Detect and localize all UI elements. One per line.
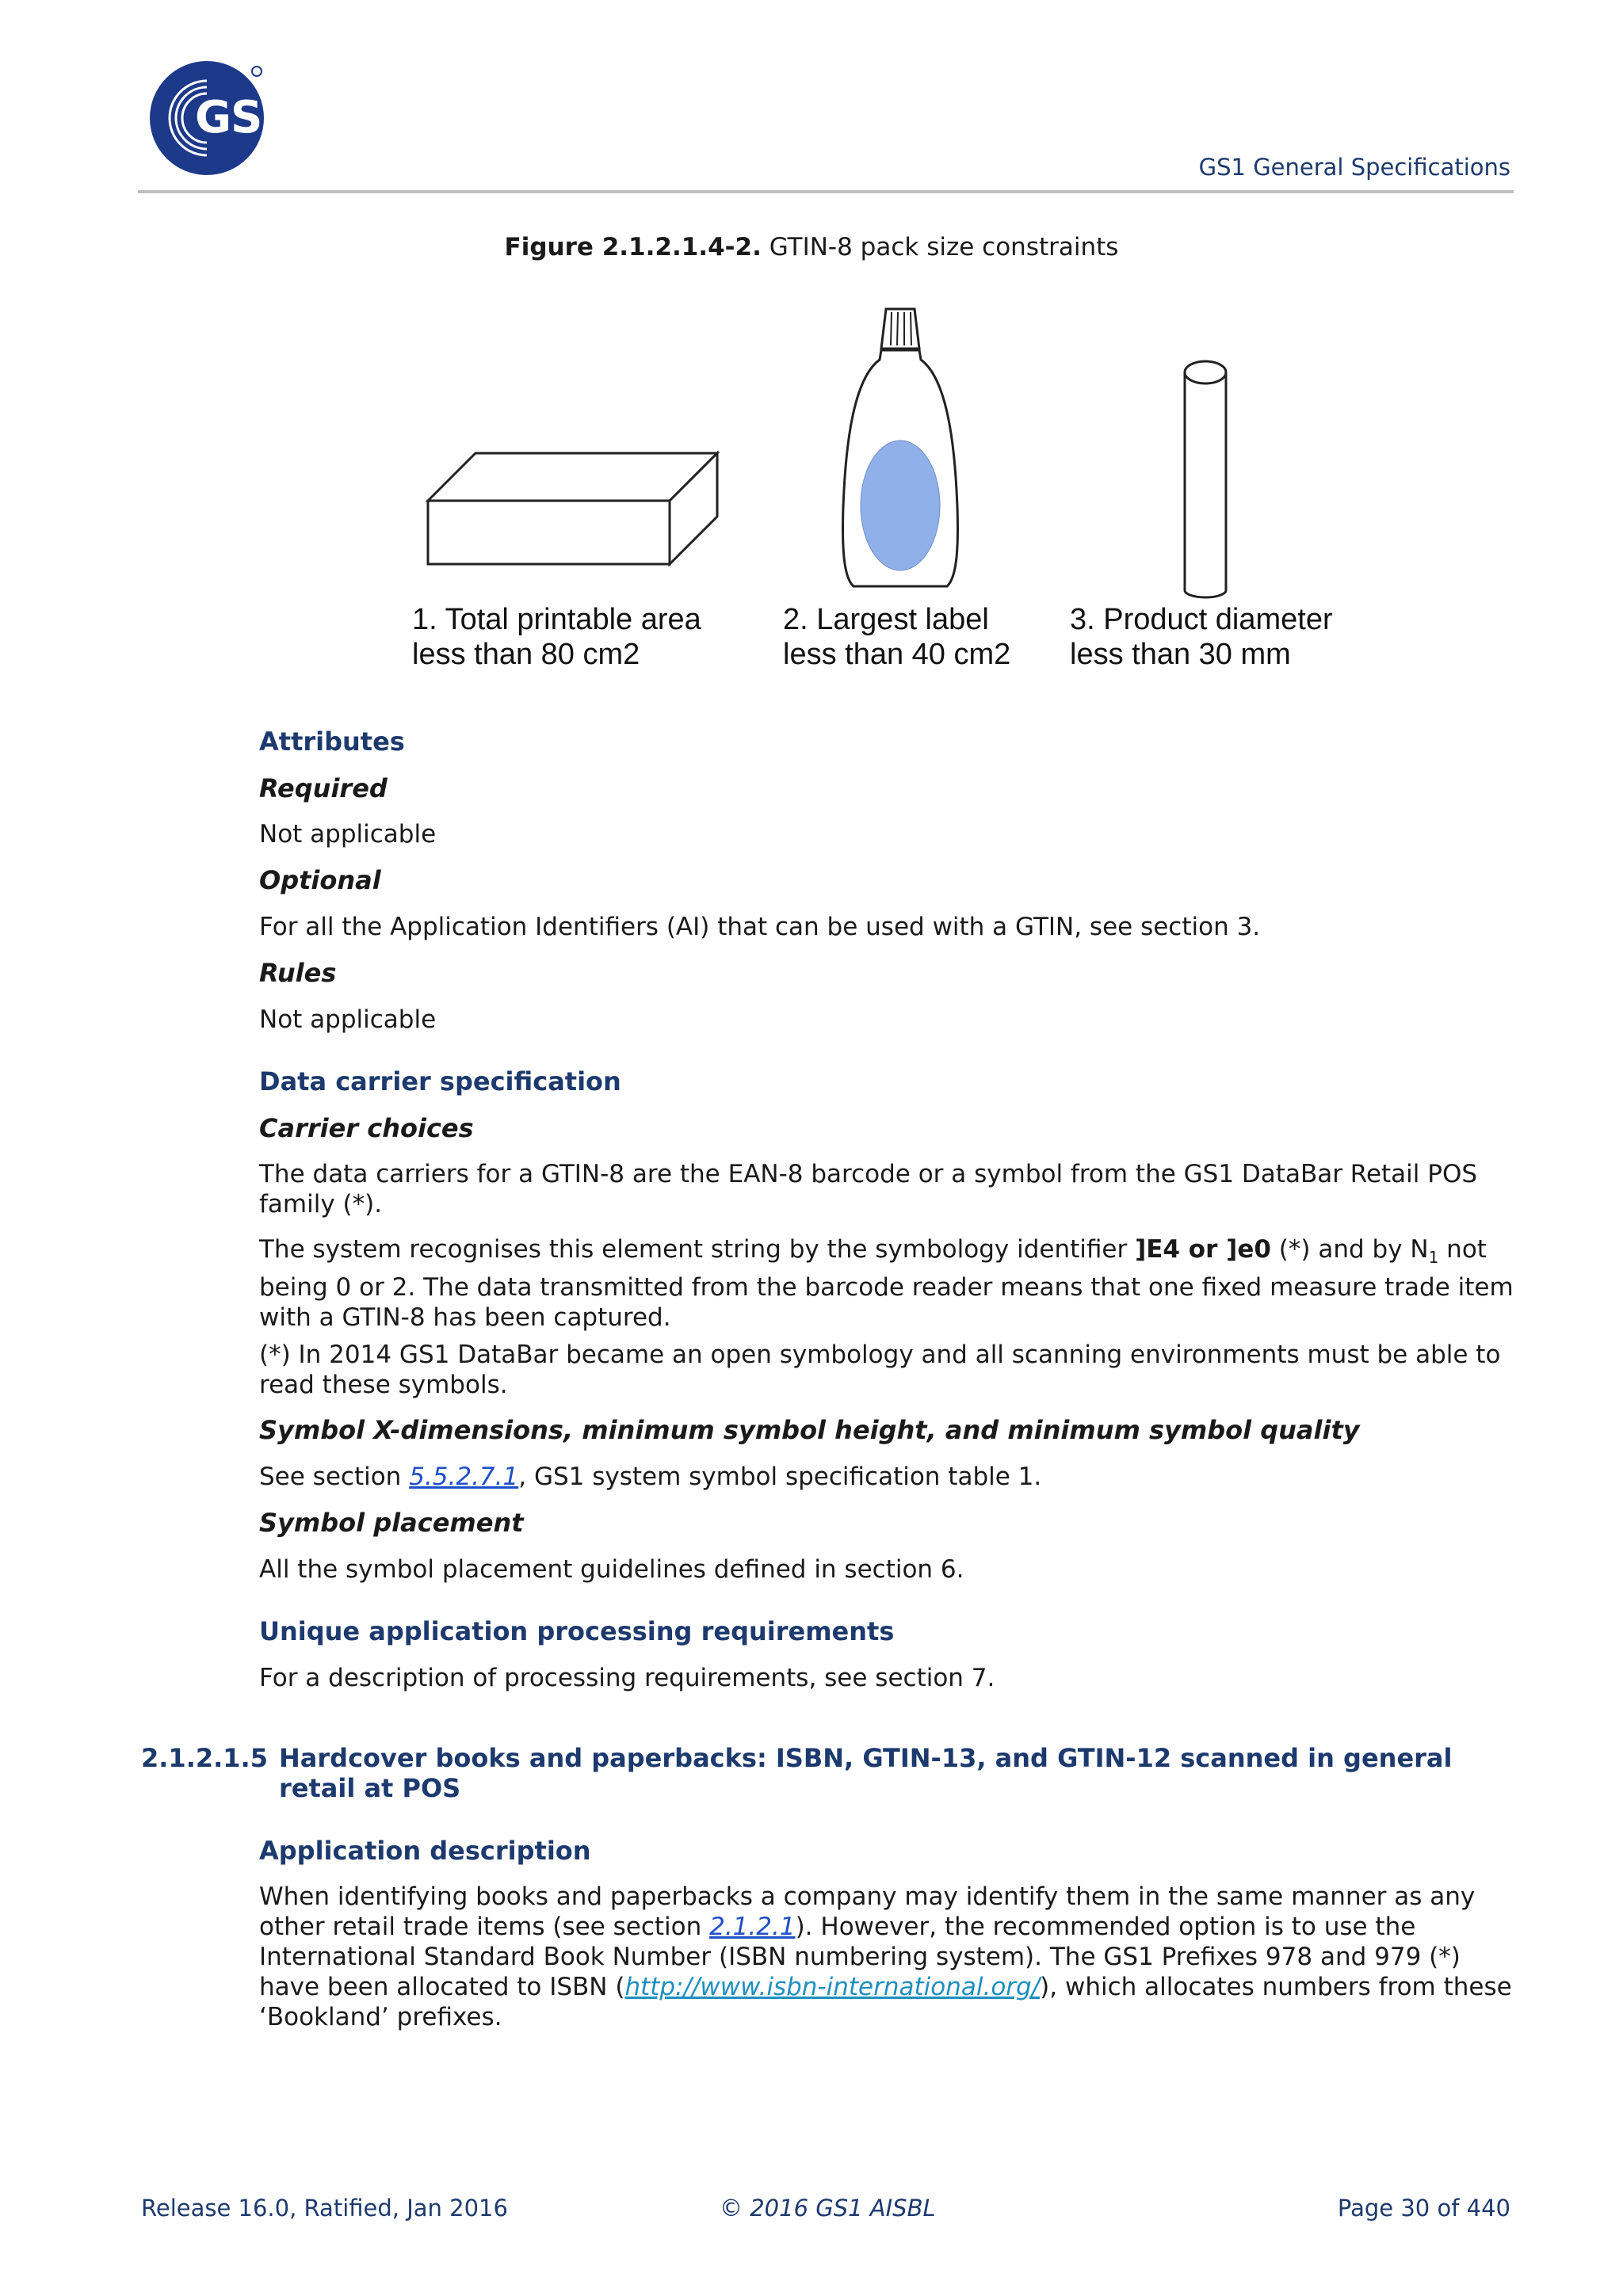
symbology-identifier: ]E4 or ]e0 [1135,1235,1271,1264]
optional-label: Optional [259,865,381,895]
footer-copyright: © 2016 GS1 AISBL [720,2195,936,2222]
figure-label-3-line2: less than 30 mm [1070,638,1291,671]
system-recognition-text [259,1234,1520,1333]
figure-label-3 [1070,602,1333,672]
app-desc-text-c: ), which allocates numbers from these ‘Bookland’ prefixes. [259,1973,1512,2031]
figure-pack-size [372,293,1403,689]
carrier-choices-text: The data carriers for a GTIN-8 are the EAN-8 barcode or a symbol from the GS1 DataBar Retail POS family (*). [259,1160,1478,1219]
footer-page-number: Page 30 of 440 [1337,2195,1510,2222]
gs1-logo [147,59,298,177]
gs1-logo-text: GS1 [195,92,292,143]
box-illustration [428,453,717,564]
section-number: 2.1.2.1.5 [141,1743,268,1773]
carrier-choices-label: Carrier choices [259,1113,474,1143]
bottle-illustration [843,309,958,586]
isbn-url-link[interactable]: http://www.isbn-international.org/ [624,1973,1041,2001]
xdim-label: Symbol X-dimensions, minimum symbol height, and minimum symbol quality [259,1415,1360,1445]
figure-label-1-line2: less than 80 cm2 [412,638,640,671]
placement-label: Symbol placement [259,1508,524,1538]
section-link-2-1-2-1[interactable]: 2.1.2.1 [709,1913,796,1941]
figure-label-1-line1: 1. Total printable area [412,603,701,636]
optional-text: For all the Application Identifiers (AI) that can be used with a GTIN, see section 3. [259,913,1261,941]
section-link-5-5-2-7-1[interactable]: 5.5.2.7.1 [409,1463,519,1491]
figure-label-2-line1: 2. Largest label [783,603,989,636]
header-rule [138,190,1514,193]
figure-label-1 [412,602,701,672]
app-desc-text-b: ). However, the recommended option is to use the International Standard Book Number (ISBN numbering system). The GS1 Prefixes 978 and 979 (*) have been allocated to ISBN ( [259,1913,1461,2001]
unique-processing-text: For a description of processing requirements, see section 7. [259,1664,995,1692]
figure-label-3-line1: 3. Product diameter [1070,603,1333,636]
app-desc-text-a: When identifying books and paperbacks a company may identify them in the same manner as any other retail trade items (see section [259,1882,1476,1941]
system-text-b: (*) and by N [1270,1235,1429,1264]
data-carrier-heading: Data carrier specification [259,1066,621,1097]
xdim-text-b: , GS1 system symbol specification table 1. [518,1463,1042,1491]
application-description-heading: Application description [259,1836,591,1866]
cylinder-illustration [1185,361,1226,597]
application-description-text [259,1882,1520,2032]
footer-release: Release 16.0, Ratified, Jan 2016 [141,2195,508,2222]
figure-caption [0,233,1623,261]
section-heading-2-1-2-1-5 [141,1743,1515,1803]
figure-label-2-line2: less than 40 cm2 [783,638,1011,671]
system-text-a: The system recognises this element string by the symbology identifier [259,1235,1136,1264]
figure-label-2 [783,602,1010,672]
databar-note: (*) In 2014 GS1 DataBar became an open symbology and all scanning environments must be able to read these symbols. [259,1341,1501,1399]
xdim-text [259,1462,1520,1492]
rules-text: Not applicable [259,1005,437,1034]
system-text-c: not being 0 or 2. The data transmitted from the barcode reader means that one fixed measure trade item with a GTIN-8 has been captured. [259,1235,1514,1333]
figure-caption-text: GTIN-8 pack size constraints [769,233,1119,261]
unique-processing-heading: Unique application processing requirements [259,1616,895,1646]
required-text: Not applicable [259,820,437,849]
rules-label: Rules [259,958,337,988]
doc-title: GS1 General Specifications [1198,154,1510,181]
xdim-text-a: See section [259,1463,410,1491]
subscript-n1: 1 [1428,1248,1439,1268]
figure-number: Figure 2.1.2.1.4-2. [504,233,762,261]
attributes-heading: Attributes [259,727,405,757]
required-label: Required [259,773,388,803]
section-title: Hardcover books and paperbacks: ISBN, GTIN-13, and GTIN-12 scanned in general retail at POS [279,1743,1453,1803]
placement-text: All the symbol placement guidelines defined in section 6. [259,1555,964,1584]
